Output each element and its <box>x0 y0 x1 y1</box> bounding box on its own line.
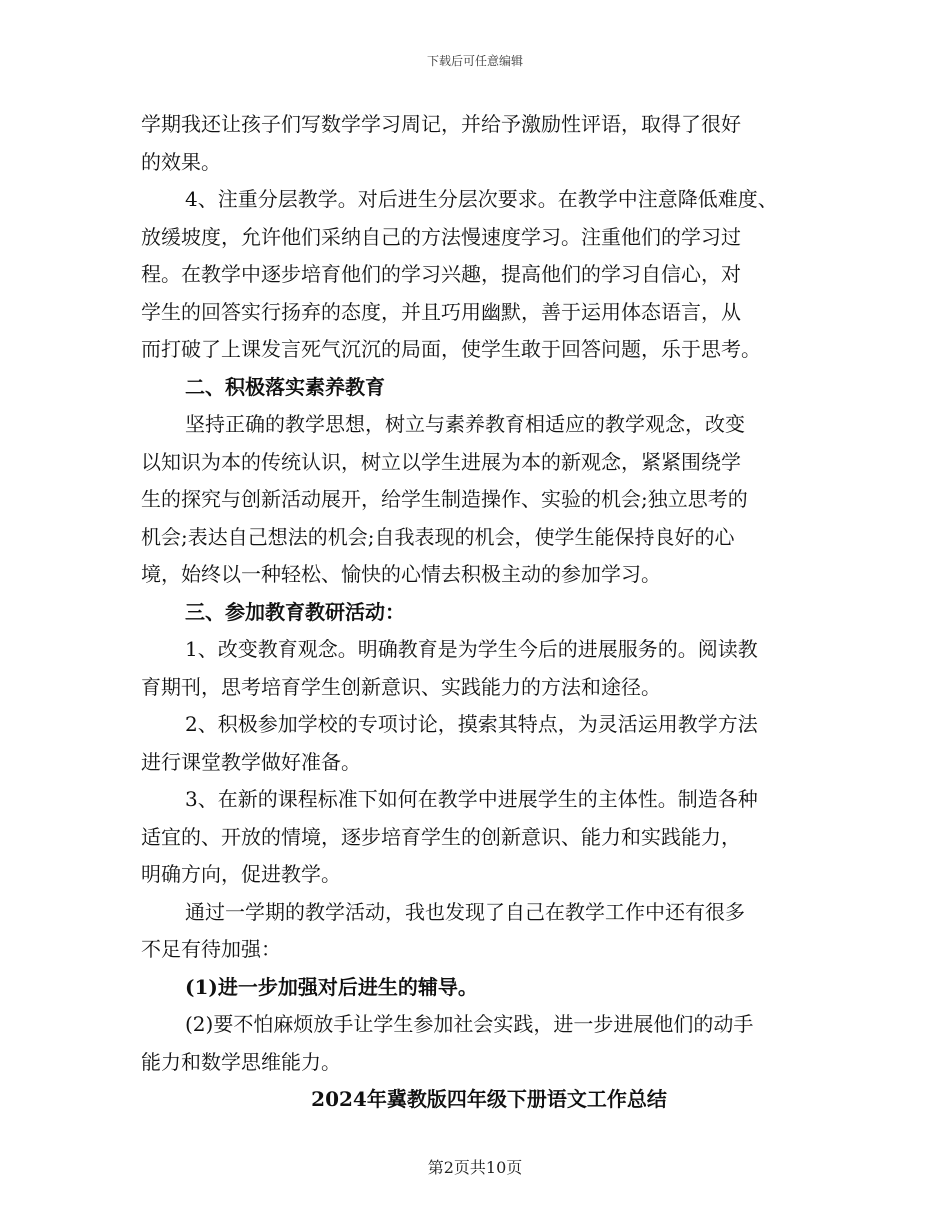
paragraph-line: 放缓坡度，允许他们采纳自己的方法慢速度学习。注重他们的学习过 <box>141 224 741 249</box>
section-heading: 三、参加教育教研活动： <box>185 599 405 624</box>
paragraph-line: 进行课堂教学做好准备。 <box>141 749 361 774</box>
paragraph-line: 通过一学期的教学活动，我也发现了自己在教学工作中还有很多 <box>185 899 745 924</box>
document-body <box>141 106 821 1119</box>
paragraph-line: 育期刊，思考培育学生创新意识、实践能力的方法和途径。 <box>141 674 661 699</box>
page-header: 下载后可任意编辑 <box>426 54 523 68</box>
paragraph-line: 2、积极参加学校的专项讨论，摸索其特点，为灵活运用教学方法 <box>185 712 758 736</box>
paragraph-line: 而打破了上课发言死气沉沉的局面，使学生敢于回答问题，乐于思考。 <box>141 337 761 361</box>
list-item: (1)进一步加强对后进生的辅导。 <box>185 974 478 999</box>
paragraph-line: 程。在教学中逐步培育他们的学习兴趣，提高他们的学习自信心，对 <box>141 262 741 286</box>
paragraph-line: 以知识为本的传统认识，树立以学生进展为本的新观念，紧紧围绕学 <box>141 449 741 474</box>
paragraph-line: 境，始终以一种轻松、愉快的心情去积极主动的参加学习。 <box>141 562 661 586</box>
paragraph-line: 机会;表达自己想法的机会;自我表现的机会，使学生能保持良好的心 <box>141 524 735 549</box>
paragraph-line: 3、在新的课程标准下如何在教学中进展学生的主体性。制造各种 <box>185 787 758 811</box>
paragraph-line: 不足有待加强： <box>141 937 281 961</box>
paragraph-line: 1、改变教育观念。明确教育是为学生今后的进展服务的。阅读教 <box>185 637 758 661</box>
paragraph-line: 明确方向，促进教学。 <box>141 862 341 886</box>
paragraph-line: 的效果。 <box>141 149 221 174</box>
document-title: 2024年冀教版四年级下册语文工作总结 <box>311 1087 667 1111</box>
paragraph-line: 坚持正确的教学思想，树立与素养教育相适应的教学观念，改变 <box>185 412 745 436</box>
paragraph-line: 学生的回答实行扬弃的态度，并且巧用幽默，善于运用体态语言，从 <box>141 299 741 324</box>
list-item: (2)要不怕麻烦放手让学生参加社会实践，进一步进展他们的动手 <box>185 1012 754 1036</box>
paragraph-line: 学期我还让孩子们写数学学习周记，并给予激励性评语，取得了很好 <box>141 112 741 136</box>
paragraph-line: 适宜的、开放的情境，逐步培育学生的创新意识、能力和实践能力， <box>141 824 741 849</box>
paragraph-line: 能力和数学思维能力。 <box>141 1049 341 1074</box>
section-heading: 二、积极落实素养教育 <box>185 374 385 399</box>
paragraph-line: 生的探究与创新活动展开，给学生制造操作、实验的机会;独立思考的 <box>141 487 748 511</box>
page-footer: 第2页共10页 <box>427 1158 523 1177</box>
paragraph-line: 4、注重分层教学。对后进生分层次要求。在教学中注意降低难度、 <box>185 187 778 211</box>
